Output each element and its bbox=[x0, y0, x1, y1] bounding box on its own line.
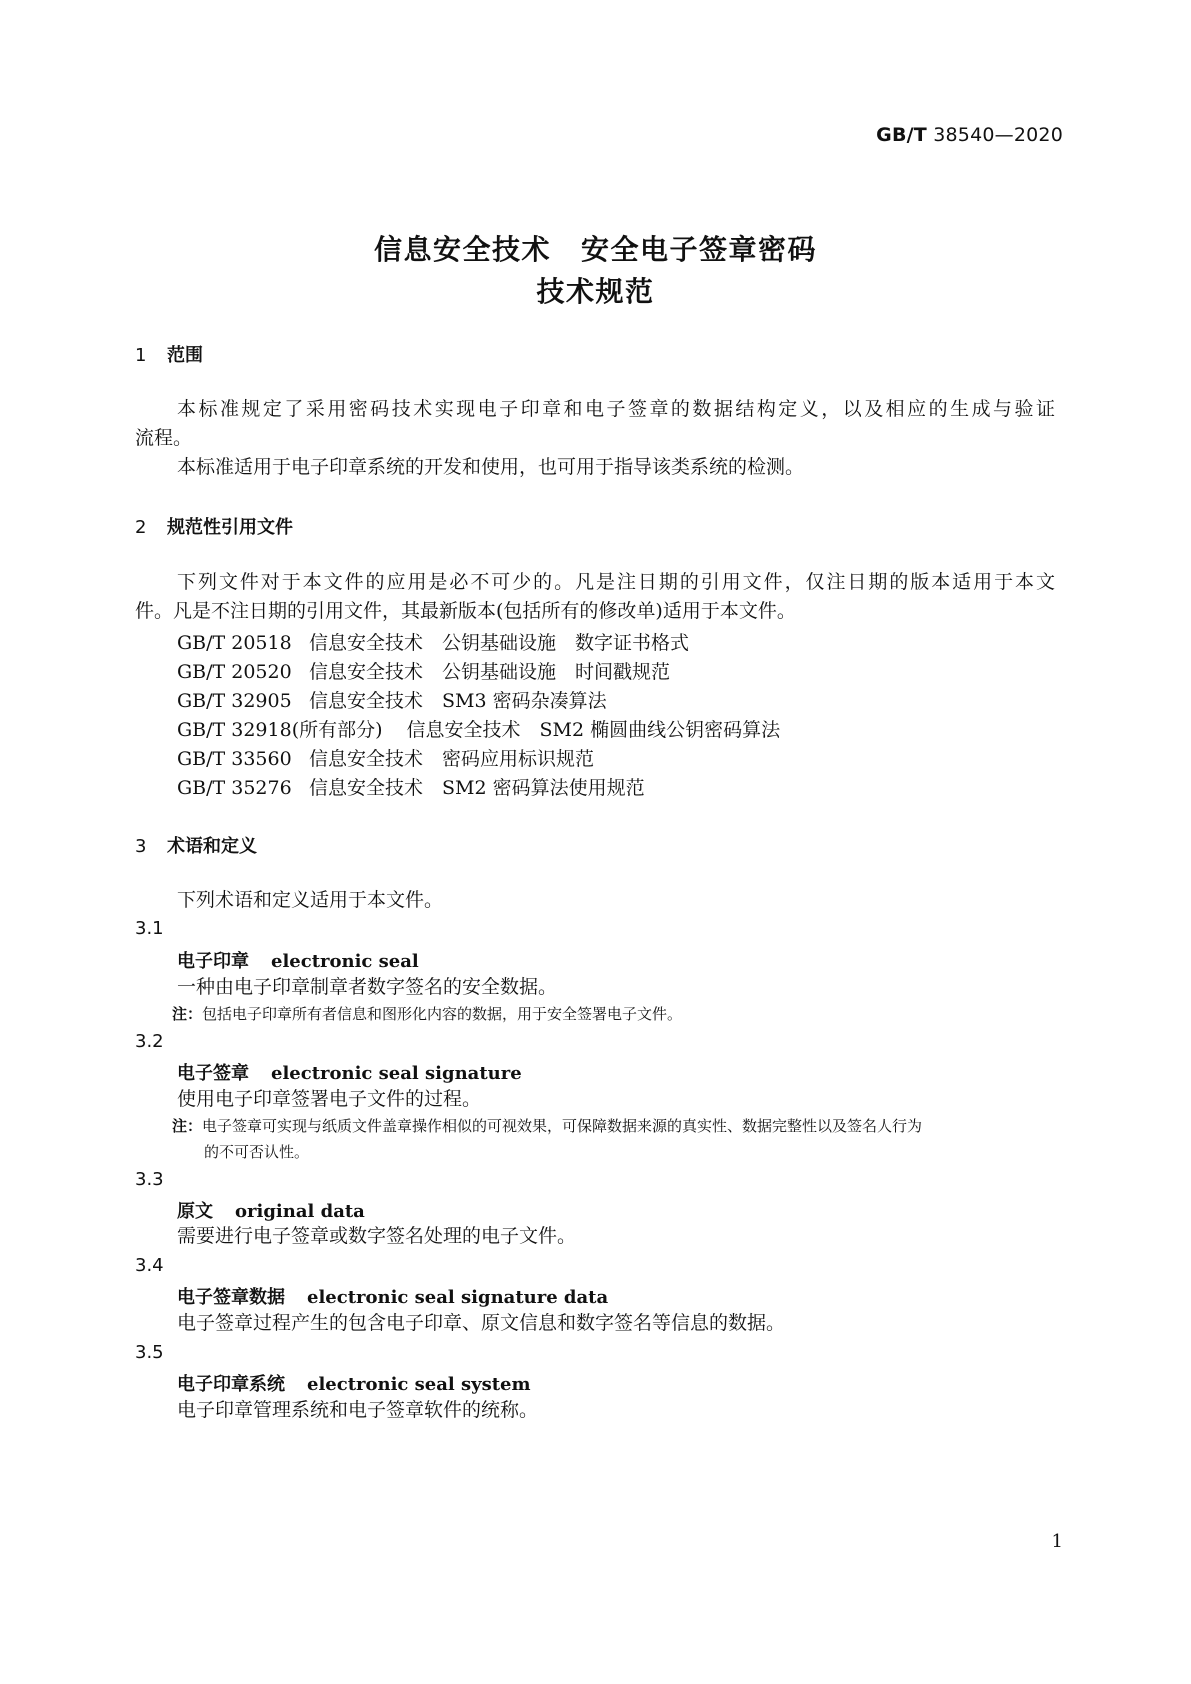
term-zh: 电子签章 bbox=[177, 1063, 249, 1084]
term-definition: 电子印章管理系统和电子签章软件的统称。 bbox=[177, 1399, 539, 1421]
section-title: 范围 bbox=[167, 345, 203, 366]
term-heading bbox=[177, 947, 419, 973]
term-number: 3.3 bbox=[135, 1169, 164, 1190]
reference-title: 信息安全技术 密码应用标识规范 bbox=[309, 748, 595, 770]
reference-item bbox=[177, 657, 670, 684]
term-note bbox=[172, 1113, 922, 1139]
standard-code: GB/T bbox=[876, 124, 927, 146]
term-definition: 使用电子印章签署电子文件的过程。 bbox=[177, 1088, 482, 1110]
reference-item bbox=[177, 628, 689, 655]
term-note-continuation bbox=[172, 1139, 309, 1165]
term-zh: 电子签章数据 bbox=[177, 1287, 285, 1308]
section-1-paragraph-2: 本标准适用于电子印章系统的开发和使用，也可用于指导该类系统的检测。 bbox=[177, 456, 805, 478]
section-number: 3 bbox=[135, 836, 147, 857]
title-part-b: 安全电子签章密码 bbox=[581, 233, 818, 266]
note-label: 注： bbox=[172, 1005, 203, 1023]
term-zh: 电子印章 bbox=[177, 951, 249, 972]
section-number: 2 bbox=[135, 517, 147, 538]
section-title: 规范性引用文件 bbox=[167, 517, 293, 538]
term-zh: 电子印章系统 bbox=[177, 1374, 285, 1395]
title-part-a: 信息安全技术 bbox=[373, 233, 551, 266]
term-heading bbox=[177, 1283, 608, 1309]
standard-number bbox=[876, 124, 1063, 146]
section-title: 术语和定义 bbox=[167, 836, 257, 857]
section-number: 1 bbox=[135, 345, 147, 366]
term-definition: 需要进行电子签章或数字签名处理的电子文件。 bbox=[177, 1225, 577, 1247]
section-3-heading bbox=[135, 832, 257, 858]
document-title-line-1 bbox=[0, 228, 1191, 268]
term-number: 3.1 bbox=[135, 918, 164, 939]
note-text: 电子签章可实现与纸质文件盖章操作相似的可视效果，可保障数据来源的真实性、数据完整性以及签名人行为 bbox=[202, 1117, 923, 1135]
reference-title: 信息安全技术 公钥基础设施 数字证书格式 bbox=[309, 632, 690, 654]
reference-code: GB/T 33560 bbox=[177, 748, 292, 770]
section-2-heading bbox=[135, 513, 293, 539]
term-en: electronic seal system bbox=[307, 1374, 531, 1395]
note-label: 注： bbox=[172, 1117, 203, 1135]
section-2-paragraph-line-1: 下列文件对于本文件的应用是必不可少的。凡是注日期的引用文件，仅注日期的版本适用于本文 bbox=[177, 571, 1055, 593]
note-text: 包括电子印章所有者信息和图形化内容的数据，用于安全签署电子文件。 bbox=[202, 1005, 683, 1023]
reference-code: GB/T 32905 bbox=[177, 690, 292, 712]
term-heading bbox=[177, 1059, 522, 1085]
term-heading bbox=[177, 1370, 531, 1396]
reference-title: 信息安全技术 SM2 椭圆曲线公钥密码算法 bbox=[406, 719, 781, 741]
reference-code: GB/T 35276 bbox=[177, 777, 292, 799]
section-1-paragraph-1-line-2: 流程。 bbox=[135, 427, 193, 449]
note-text: 的不可否认性。 bbox=[204, 1143, 310, 1161]
term-zh: 原文 bbox=[177, 1201, 213, 1222]
reference-title: 信息安全技术 SM2 密码算法使用规范 bbox=[309, 777, 645, 799]
reference-item bbox=[177, 773, 645, 800]
reference-code: GB/T 20520 bbox=[177, 661, 292, 683]
reference-item bbox=[177, 686, 607, 713]
term-number: 3.4 bbox=[135, 1255, 164, 1276]
reference-item bbox=[177, 744, 594, 771]
reference-code: GB/T 20518 bbox=[177, 632, 292, 654]
term-number: 3.2 bbox=[135, 1031, 164, 1052]
page-number: 1 bbox=[1051, 1531, 1063, 1552]
standard-year: 38540—2020 bbox=[933, 124, 1063, 146]
term-note bbox=[172, 1001, 682, 1027]
section-2-paragraph-line-2: 件。凡是不注日期的引用文件，其最新版本(包括所有的修改单)适用于本文件。 bbox=[135, 600, 796, 622]
term-en: electronic seal signature data bbox=[307, 1287, 609, 1308]
section-1-heading bbox=[135, 341, 203, 367]
reference-title: 信息安全技术 SM3 密码杂凑算法 bbox=[309, 690, 607, 712]
term-definition: 一种由电子印章制章者数字签名的安全数据。 bbox=[177, 976, 558, 998]
term-number: 3.5 bbox=[135, 1342, 164, 1363]
term-en: electronic seal signature bbox=[271, 1063, 522, 1084]
term-definition: 电子签章过程产生的包含电子印章、原文信息和数字签名等信息的数据。 bbox=[177, 1312, 786, 1334]
reference-title: 信息安全技术 公钥基础设施 时间戳规范 bbox=[309, 661, 671, 683]
term-en: electronic seal bbox=[271, 951, 419, 972]
reference-code: GB/T 32918(所有部分) bbox=[177, 719, 383, 741]
section-3-intro: 下列术语和定义适用于本文件。 bbox=[177, 889, 444, 911]
term-en: original data bbox=[235, 1201, 365, 1222]
reference-item bbox=[177, 715, 780, 742]
section-1-paragraph-1-line-1: 本标准规定了采用密码技术实现电子印章和电子签章的数据结构定义，以及相应的生成与验证 bbox=[177, 398, 1055, 420]
document-title-line-2: 技术规范 bbox=[536, 275, 655, 308]
